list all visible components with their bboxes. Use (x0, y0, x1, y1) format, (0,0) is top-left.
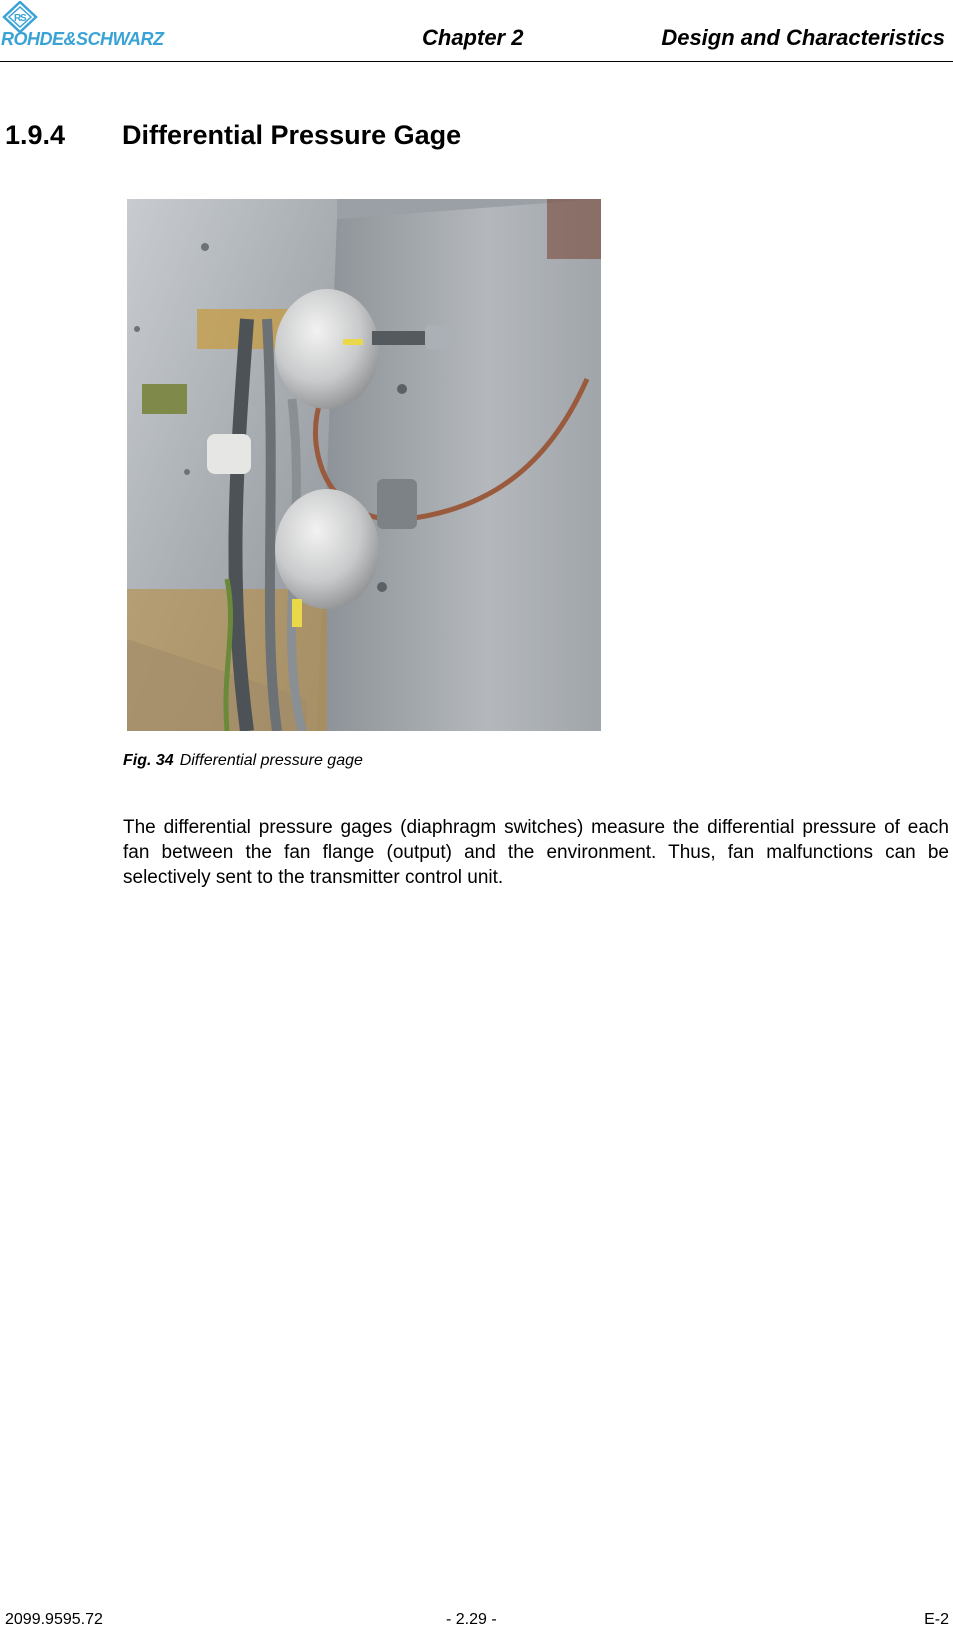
body-paragraph: The differential pressure gages (diaphragm switches) measure the differential pressure of each fan between the fan flange (output) and the environment. Thus, fan malfunctions can be selectively sent to the transmitter control unit. (123, 817, 949, 888)
figure-number: Fig. 34 (123, 752, 174, 769)
footer-doc-number: 2099.9595.72 (5, 1611, 103, 1628)
svg-text:R: R (14, 13, 22, 24)
section-title: Differential Pressure Gage (122, 120, 462, 150)
rohde-schwarz-logo (0, 0, 230, 56)
header-title: Design and Characteristics (661, 25, 945, 50)
logo-wordmark: ROHDE&SCHWARZ (1, 29, 164, 49)
photo-illustration (127, 199, 601, 731)
footer-page-number: - 2.29 - (446, 1611, 497, 1628)
header-divider (0, 61, 953, 62)
footer-edition: E-2 (924, 1611, 949, 1628)
svg-text:S: S (20, 13, 27, 24)
pressure-gage-photo (127, 199, 601, 731)
section-number: 1.9.4 (5, 120, 66, 150)
figure-caption (123, 752, 363, 770)
figure-caption-text: Differential pressure gage (179, 752, 363, 769)
header-chapter: Chapter 2 (422, 25, 524, 50)
